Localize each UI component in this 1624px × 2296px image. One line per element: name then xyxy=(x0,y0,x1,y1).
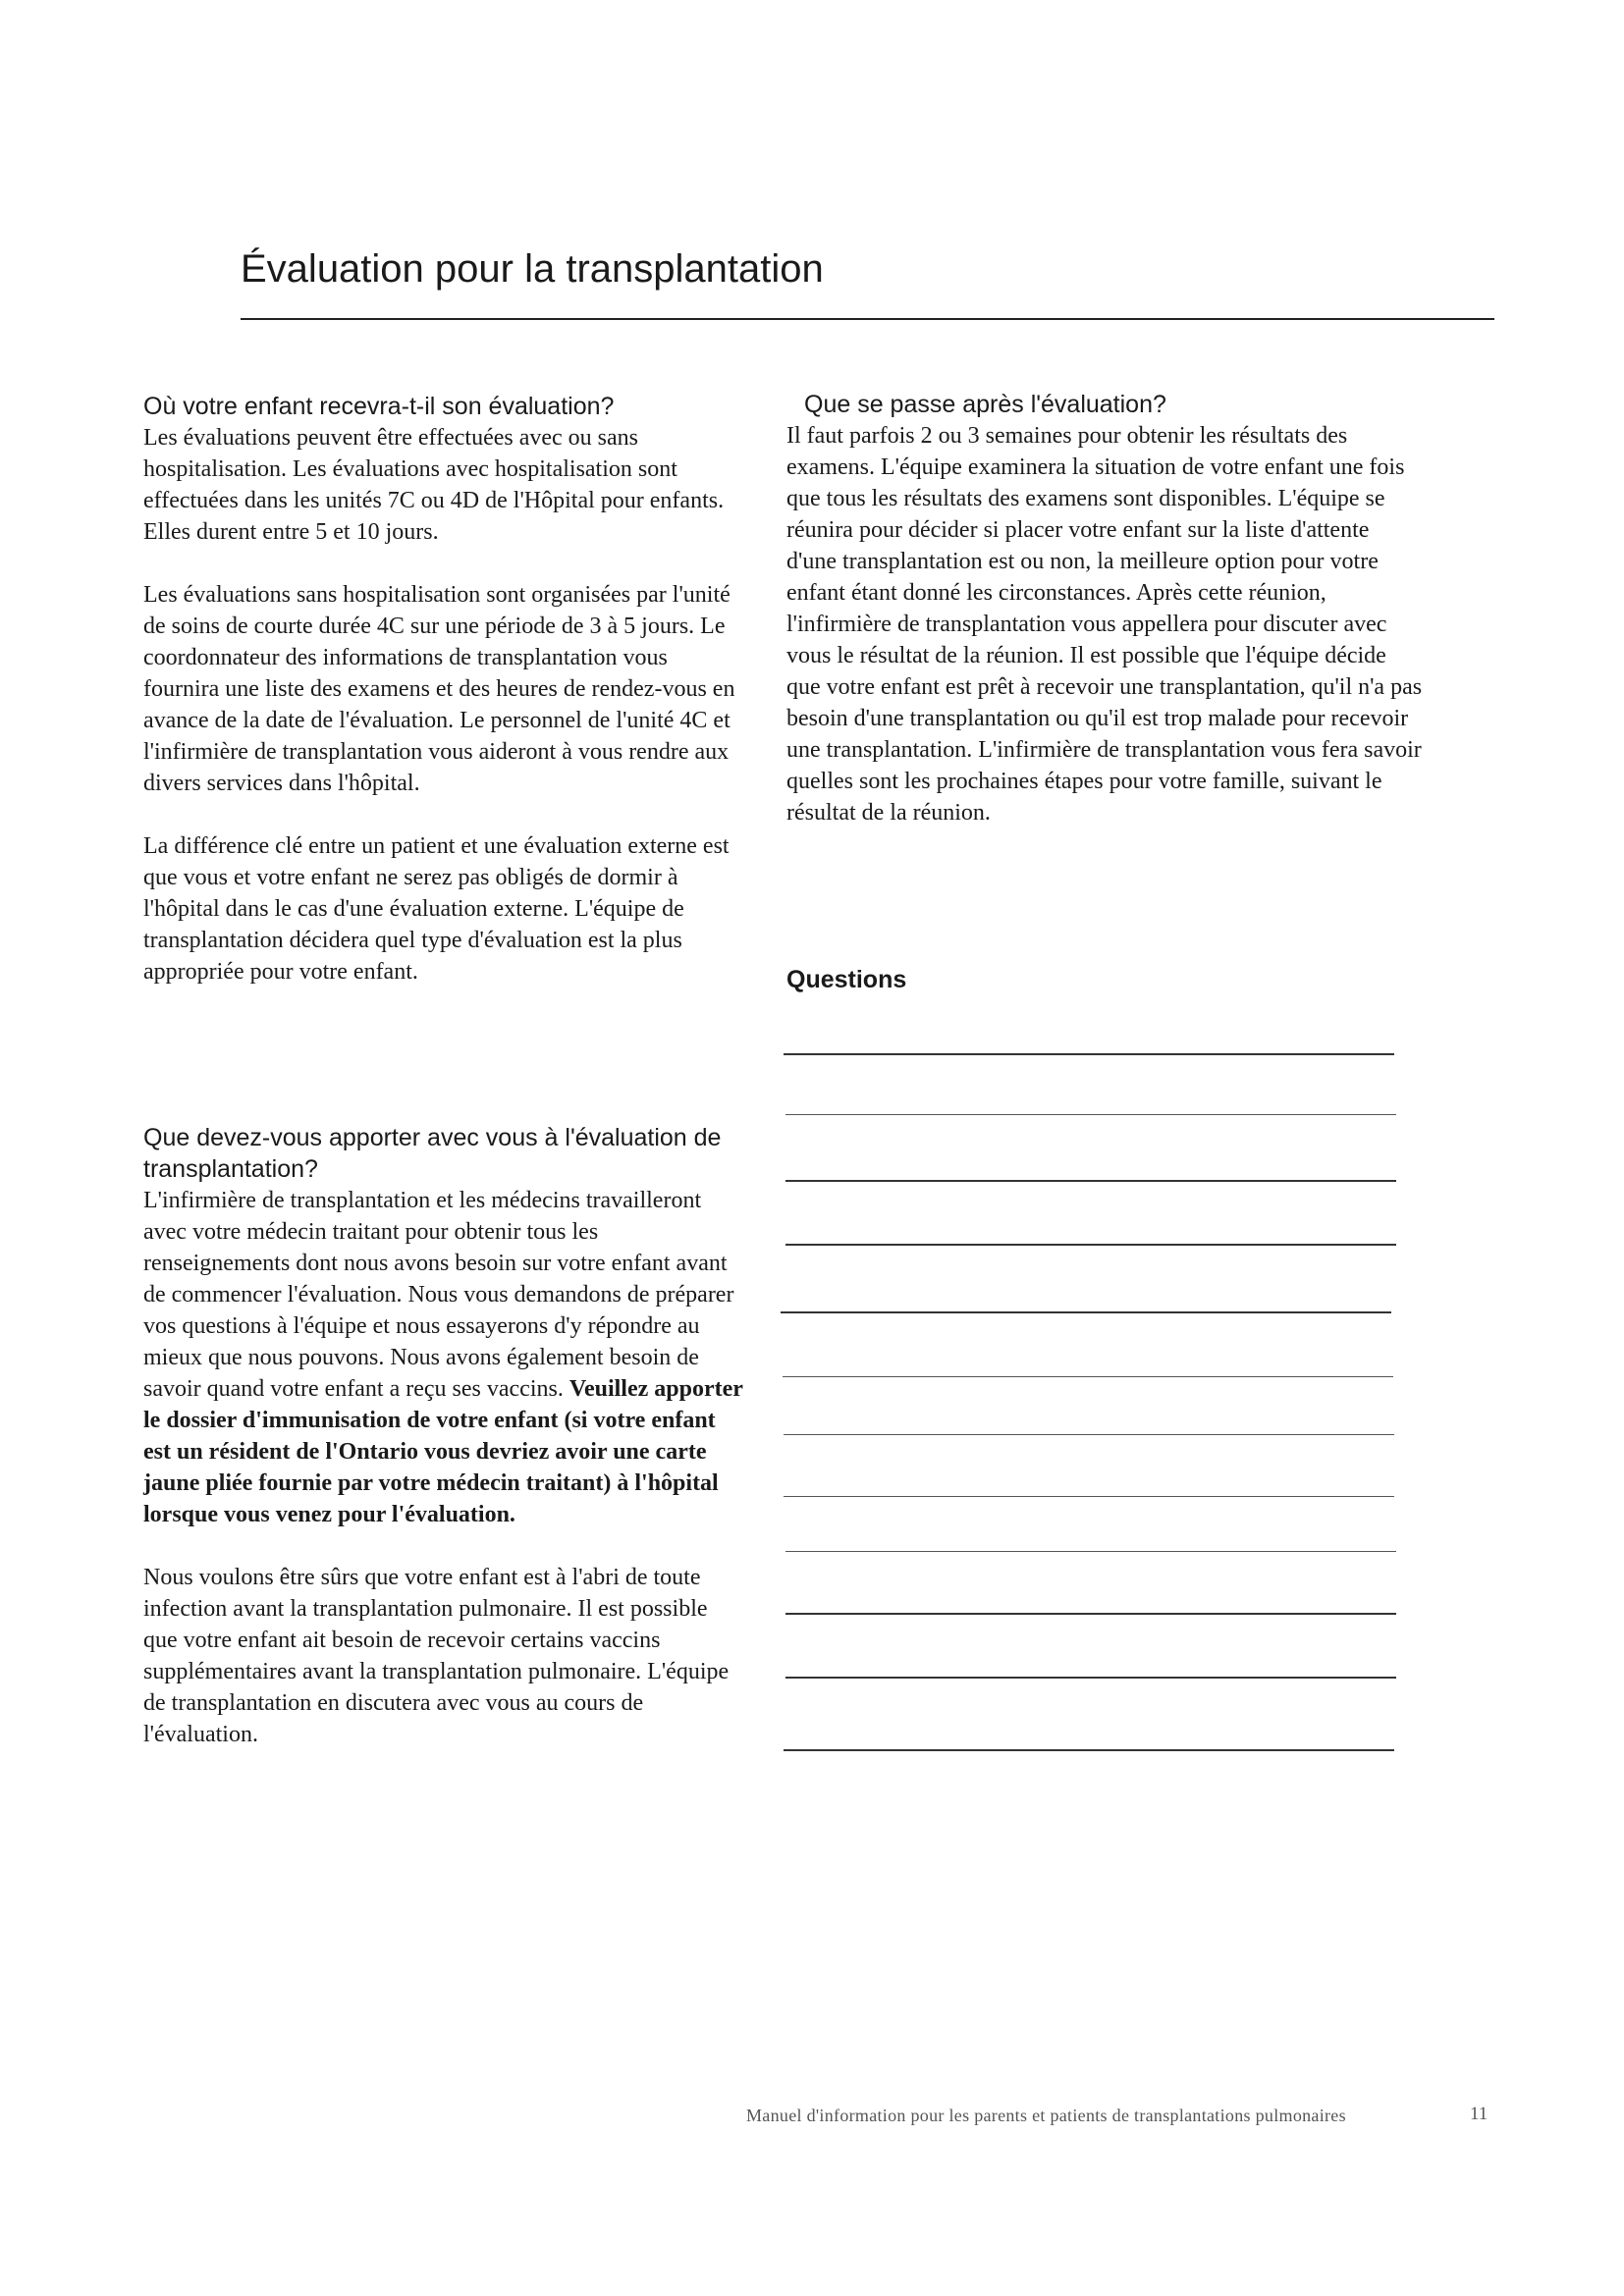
writing-line xyxy=(781,1311,1391,1313)
writing-line xyxy=(785,1180,1396,1182)
writing-line xyxy=(785,1114,1396,1115)
writing-line xyxy=(785,1677,1396,1679)
paragraph: Nous voulons être sûrs que votre enfant est à l'abri de toute infection avant la transplantation pulmonaire. Il est possible que votre enfant ait besoin de recevoir certains vaccins supplémentaires avant la transplantation pulmonaire. L'équipe de transplantation en discutera avec vous au cours de l'évaluation. xyxy=(143,1565,730,1747)
page-title: Évaluation pour la transplantation xyxy=(241,247,824,291)
section-heading: Que devez-vous apporter avec vous à l'évaluation de transplantation? xyxy=(143,1124,722,1183)
section-heading: Que se passe après l'évaluation? xyxy=(804,391,1166,418)
writing-line xyxy=(784,1434,1394,1435)
page-number: 11 xyxy=(1470,2104,1489,2124)
footer-text: Manuel d'information pour les parents et patients de transplantations pulmonaires xyxy=(746,2106,1346,2125)
paragraph: Les évaluations peuvent être effectuées avec ou sans hospitalisation. Les évaluations avec hospitalisation sont effectuées dans les unités 7C ou 4D de l'Hôpital pour enfants. Elles durent entre 5 et 10 jours. xyxy=(143,425,725,545)
section-heading: Où votre enfant recevra-t-il son évaluation? xyxy=(143,393,615,420)
paragraph-bold-text: Veuillez apporter le dossier d'immunisation de votre enfant (si votre enfant est un résident de l'Ontario vous devriez avoir une carte jaune pliée fournie par votre médecin traitant) à l'hôpital lorsque vous venez pour l'évaluation. xyxy=(143,1376,743,1527)
writing-line xyxy=(785,1551,1396,1552)
title-divider xyxy=(241,318,1494,320)
questions-heading: Questions xyxy=(786,966,907,993)
section-what-to-bring xyxy=(143,1122,744,1750)
paragraph: Les évaluations sans hospitalisation sont organisées par l'unité de soins de courte durée 4C sur une période de 3 à 5 jours. Le coordonnateur des informations de transplantation vous fournira une liste des examens et des heures de rendez-vous en avance de la date de l'évaluation. Le personnel de l'unité 4C et l'infirmière de transplantation vous aideront à vous rendre aux divers services dans l'hôpital. xyxy=(143,582,735,796)
writing-line xyxy=(784,1496,1394,1497)
section-after-evaluation xyxy=(786,389,1425,828)
paragraph: La différence clé entre un patient et une évaluation externe est que vous et votre enfant ne serez pas obligés de dormir à l'hôpital dans le cas d'une évaluation externe. L'équipe de transplantation décidera quel type d'évaluation est la plus appropriée pour votre enfant. xyxy=(143,833,730,985)
section-evaluation-location xyxy=(143,391,744,988)
paragraph: Il faut parfois 2 ou 3 semaines pour obtenir les résultats des examens. L'équipe examinera la situation de votre enfant une fois que tous les résultats des examens sont disponibles. L'équipe se réunira pour décider si placer votre enfant sur la liste d'attente d'une transplantation est ou non, la meilleure option pour votre enfant étant donné les circonstances. Après cette réunion, l'infirmière de transplantation vous appellera pour discuter avec vous le résultat de la réunion. Il est possible que l'équipe décide que votre enfant est prêt à recevoir une transplantation, qu'il n'a pas besoin d'une transplantation ou qu'il est trop malade pour recevoir une transplantation. L'infirmière de transplantation vous fera savoir quelles sont les prochaines étapes pour votre famille, suivant le résultat de la réunion. xyxy=(786,423,1423,826)
writing-line xyxy=(783,1376,1393,1377)
writing-line xyxy=(784,1053,1394,1055)
writing-line xyxy=(784,1749,1394,1751)
writing-line xyxy=(785,1244,1396,1246)
paragraph xyxy=(143,1185,744,1530)
writing-line xyxy=(785,1613,1396,1615)
paragraph-text: L'infirmière de transplantation et les médecins travailleront avec votre médecin traitant pour obtenir tous les renseignements dont nous avons besoin sur votre enfant avant de commencer l'évaluation. Nous vous demandons de préparer vos questions à l'équipe et nous essayerons d'y répondre au mieux que nous pouvons. Nous avons également besoin de savoir quand votre enfant a reçu ses vaccins. xyxy=(143,1188,734,1402)
